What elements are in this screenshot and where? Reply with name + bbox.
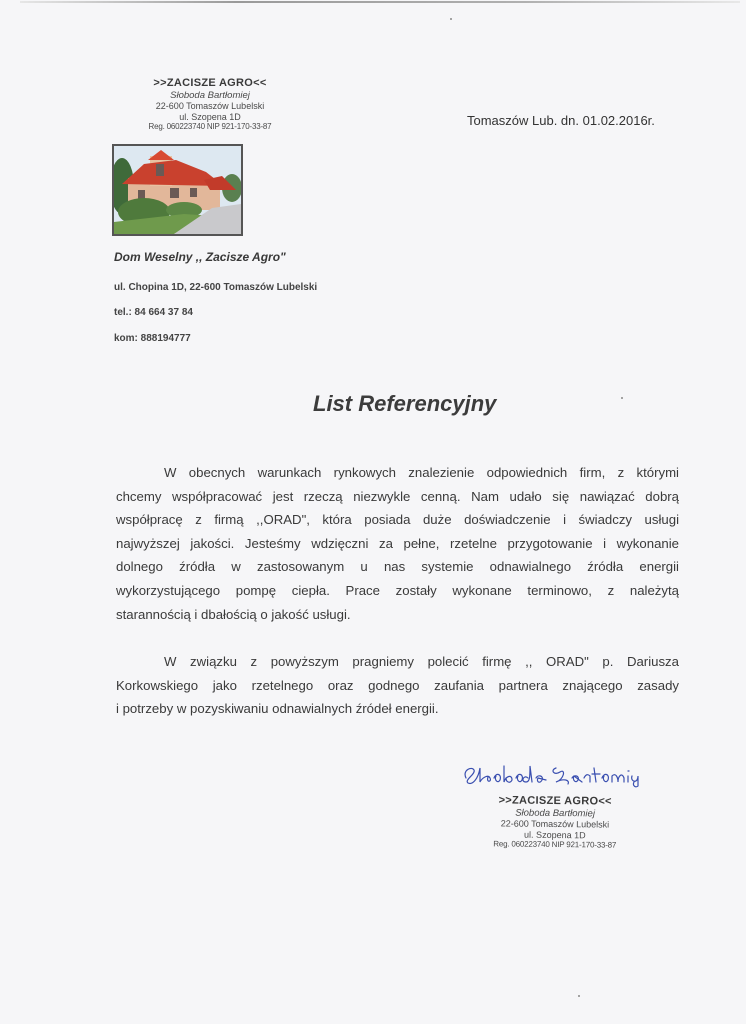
paragraph-line: W obecnych warunkach rynkowych znalezienie odpowiednich firm, z którymi [164, 465, 679, 480]
stamp-title: >>ZACISZE AGRO<< [498, 794, 612, 808]
paragraph-line: W związku z powyższym pragniemy polecić firmę ,, ORAD" p. Dariusza [164, 654, 679, 669]
document-title: List Referencyjny [313, 391, 497, 416]
company-stamp-header [110, 77, 310, 132]
paragraph-line: wykorzystującego pompę ciepła. Prace zostały wykonane terminowo, z należytą [116, 582, 679, 598]
paragraph-line: najwyższej jakości. Jesteśmy wdzięczni za pełne, rzetelne przygotowanie i wykonanie [116, 535, 679, 551]
venue-phone: tel.: 84 664 37 84 [114, 307, 193, 318]
venue-title: Dom Weselny ,, Zacisze Agro" [114, 250, 286, 264]
paragraph-line: chcemy współpracować jest rzeczą niezwykle cenną. Nam udało się nawiązać dobrą [116, 488, 679, 504]
venue-mobile: kom: 888194777 [114, 333, 191, 344]
paragraph-line: dolnego źródła w zastosowanym u nas systemie odnawialnego źródła energii [116, 559, 679, 575]
body-paragraph-2 [116, 650, 679, 721]
scan-speck [450, 18, 452, 20]
stamp-registration: Reg. 060223740 NIP 921-170-33-87 [148, 122, 272, 132]
stamp-owner-name: Słoboda Bartłomiej [170, 89, 250, 101]
stamp-city: 22-600 Tomaszów Lubelski [155, 101, 265, 112]
company-stamp-footer [455, 794, 656, 851]
paragraph-line: współpracę z firmą ,,ORAD", która posiada duże doświadczenie i świadczy usługi [116, 512, 679, 528]
body-paragraph-1 [116, 461, 679, 626]
stamp-street: ul. Szopena 1D [179, 111, 241, 122]
scan-speck [578, 995, 580, 997]
paragraph-line: Korkowskiego jako rzetelnego oraz godnego zaufania partnera znającego zasady [116, 677, 679, 693]
stamp-owner-name: Słoboda Bartłomiej [515, 807, 596, 820]
stamp-city: 22-600 Tomaszów Lubelski [500, 818, 610, 830]
stamp-title: >>ZACISZE AGRO<< [153, 77, 267, 89]
scan-speck [621, 397, 623, 399]
stamp-registration: Reg. 060223740 NIP 921-170-33-87 [493, 839, 617, 851]
venue-address: ul. Chopina 1D, 22-600 Tomaszów Lubelski [114, 282, 318, 293]
paragraph-line: starannością i dbałością o jakość usługi. [116, 606, 351, 622]
document-date: Tomaszów Lub. dn. 01.02.2016r. [467, 113, 655, 128]
building-photo-icon [112, 144, 243, 236]
scan-top-edge [20, 1, 740, 3]
handwritten-signature [460, 758, 650, 788]
stamp-street: ul. Szopena 1D [524, 829, 586, 841]
paragraph-line: i potrzeby w pozyskiwaniu odnawialnych źródeł energii. [116, 701, 439, 717]
